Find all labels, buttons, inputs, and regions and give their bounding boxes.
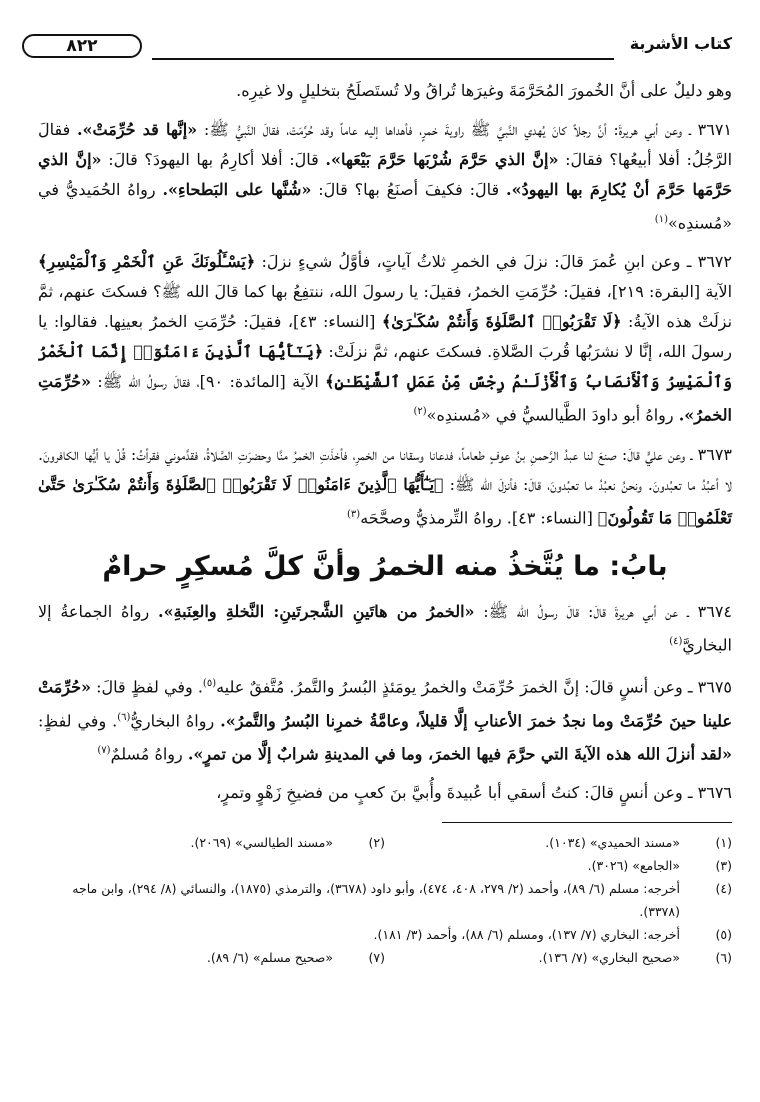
hadith-3672 <box>38 247 732 430</box>
text: فقالَ الرَّجُلُ: أفلا أبيعُها؟ فقالَ: <box>38 120 733 169</box>
footnote-text: «مسند الحميدي» (١٠٣٤). <box>545 835 680 851</box>
text: رواهُ الجماعةُ إلا البخاريَّ <box>38 601 732 655</box>
text: ٣٦٧٣ ـ وعن عليٍّ قالَ: صنعَ لنا عبدُ الرَّحمنِ بنُ عوفٍ طعاماً، فدعانا وسقانا من الخمرِ، فأخذَتِ الخمرُ منَّا وحضرَتِ الصَّلاةُ، فقدَّموني فقرأتُ: قُلْ يا أيُّها الكافرونَ. لا أعبُدُ ما تعبُدونَ. ونحنُ نعبُدُ ما تعبُدونَ، قالَ: فأنزلَ الله ﷺ: <box>38 444 733 494</box>
quote: «الخمرُ من هاتَينِ الشَّجرتَينِ: النَّخلةِ والعِنَبةِ». <box>158 601 475 621</box>
quran-verse: ﴿لَا تَقْرَبُوا۟ ٱلصَّلَوٰةَ وَأَنتُمْ سُكَـٰرَىٰ﴾ <box>381 312 622 332</box>
footnote-text: «الجامع» (٣٠٢٦). <box>587 858 680 874</box>
text: رواهُ أبو داودَ الطَّيالسيُّ في «مُسندِه» <box>426 405 674 425</box>
quran-verse: ﴿يَـٰٓأَيُّهَا ٱلَّذِينَ ءَامَنُوٓا۟ إِنَّمَا ٱلْخَمْرُ وَٱلْمَيْسِرُ وَٱلْأَنصَابُ وَٱلْأَزْلَـٰمُ رِجْسٌ مِّنْ عَمَلِ ٱلشَّيْطَـٰنِ﴾ <box>38 342 733 392</box>
text: وهو دليلٌ على أنَّ الخُمورَ المُحَرَّمَةَ وغيرَها تُراقُ ولا تُستَصلَحُ بتخليلٍ ولا غيرِه. <box>236 81 732 100</box>
quote: «إنَّ الذي حَرَّمَ شُرْبَها حَرَّمَ بَيْعَها». <box>325 150 559 169</box>
text: ٣٦٧٢ ـ وعن ابنِ عُمرَ قالَ: نزلَ في الخمرِ ثلاثُ آياتٍ، فأوَّلُ شيءٍ نزلَ: <box>261 252 732 272</box>
footnote-ref[interactable]: (٦) <box>117 711 131 723</box>
footnote-text: «مسند الطيالسي» (٢٠٦٩). <box>190 835 333 851</box>
footnote-ref[interactable]: (٤) <box>669 635 683 647</box>
text: ٣٦٧٥ ـ وعن أنسٍ قالَ: إنَّ الخمرَ حُرِّمَتْ والخمرُ يومَئذٍ البُسرُ والتَّمرُ. مُتَّفقٌ عليه <box>216 677 733 697</box>
footnote-ref[interactable]: (١) <box>654 214 668 225</box>
main-text <box>38 76 732 969</box>
footnote-row <box>38 854 732 877</box>
text: . وفي لفظٍ: <box>38 710 118 730</box>
text: . وفي لفظٍ قالَ: <box>96 677 203 697</box>
hadith-3673 <box>38 440 732 533</box>
chapter-title: بابُ: ما يُتَّخذُ منه الخمرُ وأنَّ كلَّ مُسكِرٍ حرامٌ <box>102 550 668 582</box>
text: ٣٦٧٦ ـ وعن أنسٍ قالَ: كنتُ أسقي أبا عُبيدةَ وأُبيَّ بنَ كعبٍ من فضيخِ زَهْوٍ وتمرٍ، <box>216 783 732 803</box>
hadith-3674 <box>38 597 732 660</box>
footnote-ref[interactable]: (٣) <box>347 508 361 520</box>
footnote-rule <box>442 822 732 823</box>
footnote-row <box>38 946 732 969</box>
footnote-row <box>38 831 732 854</box>
text: ٣٦٧١ ـ وعن أبي هريرةَ: أنَّ رجلاً كانَ يُهدي النَّبيَّ ﷺ راويةَ خمرٍ، فأهداها إليه عاماً وقد حُرِّمَتْ، فقالَ النَّبيُّ ﷺ: <box>203 120 732 139</box>
text: [النساء: ٤٣]. رواهُ التِّرمذيُّ وصحَّحَه <box>360 507 593 527</box>
footnote-number: (٤) <box>715 881 732 897</box>
text: رواهُ الحُمَيديُّ في «مُسندِه» <box>38 180 732 233</box>
hadith-3671 <box>38 115 732 238</box>
running-title: كتاب الأشربة <box>629 34 732 53</box>
text: قالَ: فكيفَ أصنَعُ بها؟ قالَ: <box>318 180 500 199</box>
footnote-number: (٣) <box>715 858 732 874</box>
quote: «حُرِّمَتْ علينا حينَ حُرِّمَتْ وما نجدُ خمرَ الأعنابِ إلَّا قليلاً، وعامَّةُ خمرِنا البُسرُ والتَّمرُ». <box>38 677 732 730</box>
footnote-number: (٧) <box>368 950 385 966</box>
hadith-3676 <box>38 778 732 808</box>
footnote-text: أخرجه: البخاري (٧/ ١٣٧)، ومسلم (٦/ ٨٨)، وأحمد (٣/ ١٨١). <box>373 927 680 943</box>
quote: «إنَّ الذي حَرَّمَها حَرَّمَ أنْ يُكارِمَ بها اليهودُ». <box>38 150 733 199</box>
quran-verse: ﴿يَـٰٓأَيُّهَا ٱلَّذِينَ ءَامَنُوا۟ لَا تَقْرَبُوا۟ ٱلصَّلَوٰةَ وَأَنتُمْ سُكَـٰرَىٰ حَتَّىٰ تَعْلَمُوا۟ مَا تَقُولُونَ﴾ <box>38 474 732 527</box>
quote: «إنَّها قد حُرِّمَتْ». <box>76 120 198 139</box>
footnote-row <box>38 923 732 946</box>
text: قالَ: أفلا أكارِمُ بها اليهودَ؟ قالَ: <box>108 150 319 169</box>
footnote-number: (٦) <box>715 950 732 966</box>
quote: «شُنَّها على البَطحاءِ». <box>162 180 312 199</box>
text: ٣٦٧٤ ـ عن أبي هريرةَ قالَ: قالَ رسولُ الله ﷺ: <box>483 601 733 621</box>
footnote-ref[interactable]: (٥) <box>202 678 217 690</box>
paragraph-intro <box>38 76 732 106</box>
footnote-ref[interactable]: (٢) <box>413 406 427 418</box>
footnote-ref[interactable]: (٧) <box>97 744 111 756</box>
page-header <box>22 30 732 62</box>
footnote-text: «صحيح مسلم» (٦/ ٨٩). <box>206 950 333 966</box>
text: الآية [البقرة: ٢١٩]، فقيلَ: حُرِّمَتِ الخمرُ، فقيلَ: يا رسولَ الله، ننتفِعُ بها كما قالَ الله ﷺ؟ فسكتَ عنهم، ثمَّ نزلَتْ هذه الآيةُ: <box>38 282 733 332</box>
text: الآية [المائدة: ٩٠]، فقالَ رسولُ الله ﷺ: <box>97 372 319 392</box>
quran-verse: ﴿يَسْـَٔلُونَكَ عَنِ ٱلْخَمْرِ وَٱلْمَيْسِرِ﴾ <box>38 252 256 272</box>
hadith-3675 <box>38 669 732 769</box>
text: [النساء: ٤٣]، فقيلَ: حُرِّمَتِ الخمرُ بعينِها. فقالوا: يا رسولَ الله، إنَّا لا نشرَبُها قُربَ الصَّلاةِ. فسكتَ عنهم، ثمَّ نزلَتْ: <box>38 312 733 362</box>
text: رواهُ مُسلمٌ <box>110 744 183 764</box>
quote: «لقد أنزلَ الله هذه الآيةَ التي حرَّمَ فيها الخمرَ، وما في المدينةِ شرابٌ إلَّا من تمرٍ». <box>187 744 732 764</box>
header-rule <box>152 58 614 60</box>
quote: «حُرِّمَتِ الخمرُ». <box>38 372 732 425</box>
footnote-text: «صحيح البخاري» (٧/ ١٣٦). <box>538 950 680 966</box>
text: رواهُ البخاريُّ <box>130 710 215 730</box>
page-number: ٨٢٢ <box>22 34 142 58</box>
footnote-number: (١) <box>715 835 732 851</box>
footnote-number: (٥) <box>715 927 732 943</box>
footnote-row <box>38 877 732 923</box>
footnote-text: أخرجه: مسلم (٦/ ٨٩)، وأحمد (٢/ ٢٧٩، ٤٠٨، ٤٧٤)، وأبو داود (٣٦٧٨)، والترمذي (١٨٧٥)، والنسائي (٨/ ٢٩٤)، وابن ماجه (٣٣٧٨). <box>72 881 680 920</box>
footnote-number: (٢) <box>368 835 385 851</box>
footnotes <box>38 831 732 969</box>
